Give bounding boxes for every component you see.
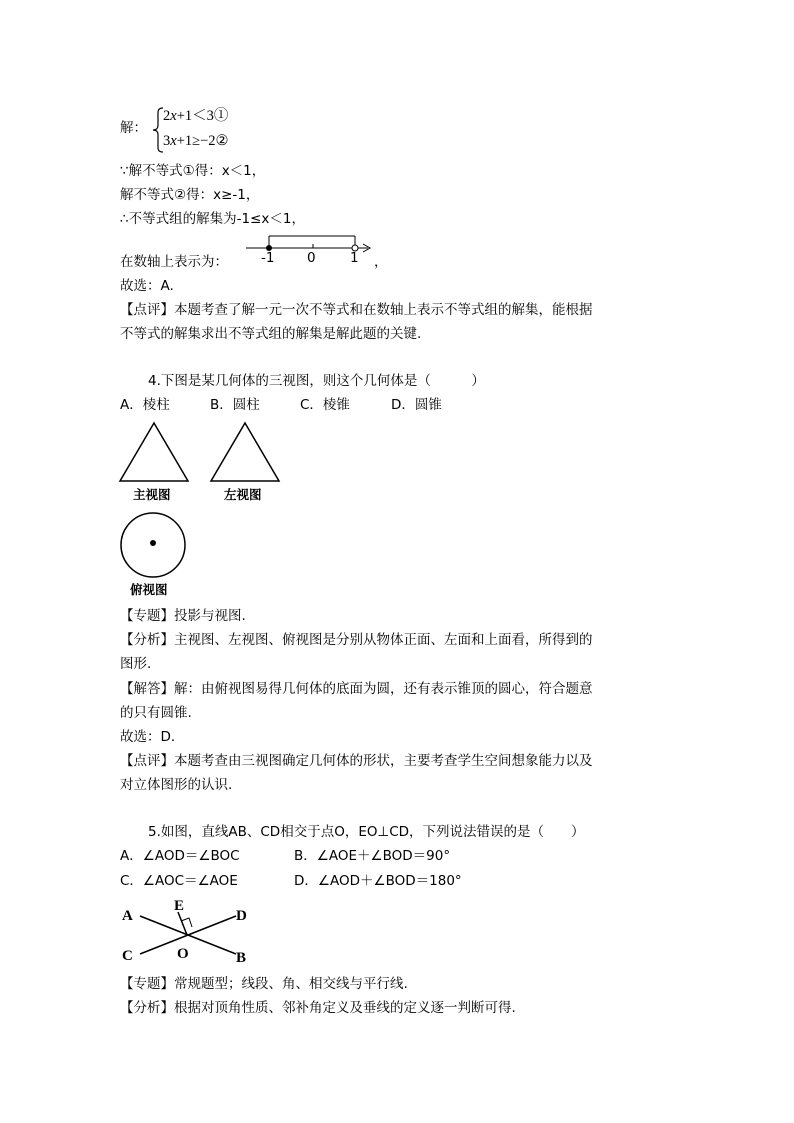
q5-option-c: C．∠AOC＝∠AOE bbox=[120, 873, 238, 889]
point-label-o: O bbox=[177, 946, 189, 962]
point-label-d: D bbox=[236, 908, 247, 924]
q4-option-c: C．棱锥 bbox=[300, 397, 350, 413]
numberline-prefix: 在数轴上表示为： bbox=[120, 254, 228, 270]
front-view-triangle bbox=[118, 421, 190, 483]
q5-option-d: D．∠AOD＋∠BOD＝180° bbox=[294, 873, 462, 889]
q4-stem: 4.下图是某几何体的三视图，则这个几何体是（ ） bbox=[148, 373, 485, 389]
point-label-c: C bbox=[122, 948, 133, 964]
q4-answer-detail: 的只有圆锥. bbox=[120, 705, 192, 721]
intersecting-lines-figure bbox=[118, 896, 258, 968]
numberline-suffix: ， bbox=[374, 254, 388, 270]
q4-analysis: 【分析】主视图、左视图、俯视图是分别从物体正面、左面和上面看，所得到的 bbox=[120, 632, 593, 648]
q5-option-b: B．∠AOE＋∠BOD＝90° bbox=[294, 848, 451, 864]
solution-line-1: ∵解不等式①得：x＜1， bbox=[120, 163, 266, 179]
tick-label: -1 bbox=[261, 250, 275, 266]
q4-comment: 【点评】本题考查由三视图确定几何体的形状，主要考查学生空间想象能力以及 bbox=[120, 753, 593, 769]
side-view-caption: 左视图 bbox=[224, 487, 262, 502]
q4-topic: 【专题】投影与视图. bbox=[120, 608, 246, 624]
q5-topic: 【专题】常规题型；线段、角、相交线与平行线. bbox=[120, 976, 408, 992]
q5-stem: 5.如图，直线AB、CD相交于点O，EO⊥CD，下列说法错误的是（ ） bbox=[148, 824, 585, 840]
tick-label: 0 bbox=[307, 250, 316, 266]
tick-label: 1 bbox=[350, 250, 359, 266]
q4-answer-detail: 【解答】解：由俯视图易得几何体的底面为圆，还有表示锥顶的圆心，符合题意 bbox=[120, 681, 593, 697]
point-label-e: E bbox=[174, 898, 185, 914]
point-label-a: A bbox=[122, 908, 133, 924]
q4-analysis: 图形. bbox=[120, 656, 152, 672]
q4-answer: 故选：D. bbox=[120, 729, 176, 745]
q5-option-a: A．∠AOD＝∠BOC bbox=[120, 848, 240, 864]
q5-analysis: 【分析】根据对顶角性质、邻补角定义及垂线的定义逐一判断可得. bbox=[120, 1000, 516, 1016]
solution-line-3: ∴不等式组的解集为-1≤x＜1， bbox=[120, 211, 305, 227]
inequality-1: 2x+1＜3① bbox=[163, 108, 229, 124]
q4-option-a: A．棱柱 bbox=[120, 397, 170, 413]
solution-line-2: 解不等式②得：x≥-1， bbox=[120, 187, 260, 203]
q4-option-d: D．圆锥 bbox=[391, 397, 442, 413]
top-view-circle bbox=[118, 512, 188, 578]
q4-option-b: B．圆柱 bbox=[210, 397, 260, 413]
q4-comment: 对立体图形的认识. bbox=[120, 777, 233, 793]
solution-answer: 故选：A. bbox=[120, 278, 174, 294]
inequality-2: 3x+1≥−2② bbox=[163, 133, 229, 149]
point-label-b: B bbox=[236, 950, 247, 966]
front-view-caption: 主视图 bbox=[133, 487, 171, 502]
top-view-caption: 俯视图 bbox=[130, 582, 168, 597]
comment-line: 不等式的解集求出不等式组的解集是解此题的关键. bbox=[120, 326, 422, 342]
side-view-triangle bbox=[209, 421, 281, 483]
comment-line: 【点评】本题考查了解一元一次不等式和在数轴上表示不等式组的解集，能根据 bbox=[120, 302, 593, 318]
solution-label: 解： bbox=[120, 120, 147, 136]
